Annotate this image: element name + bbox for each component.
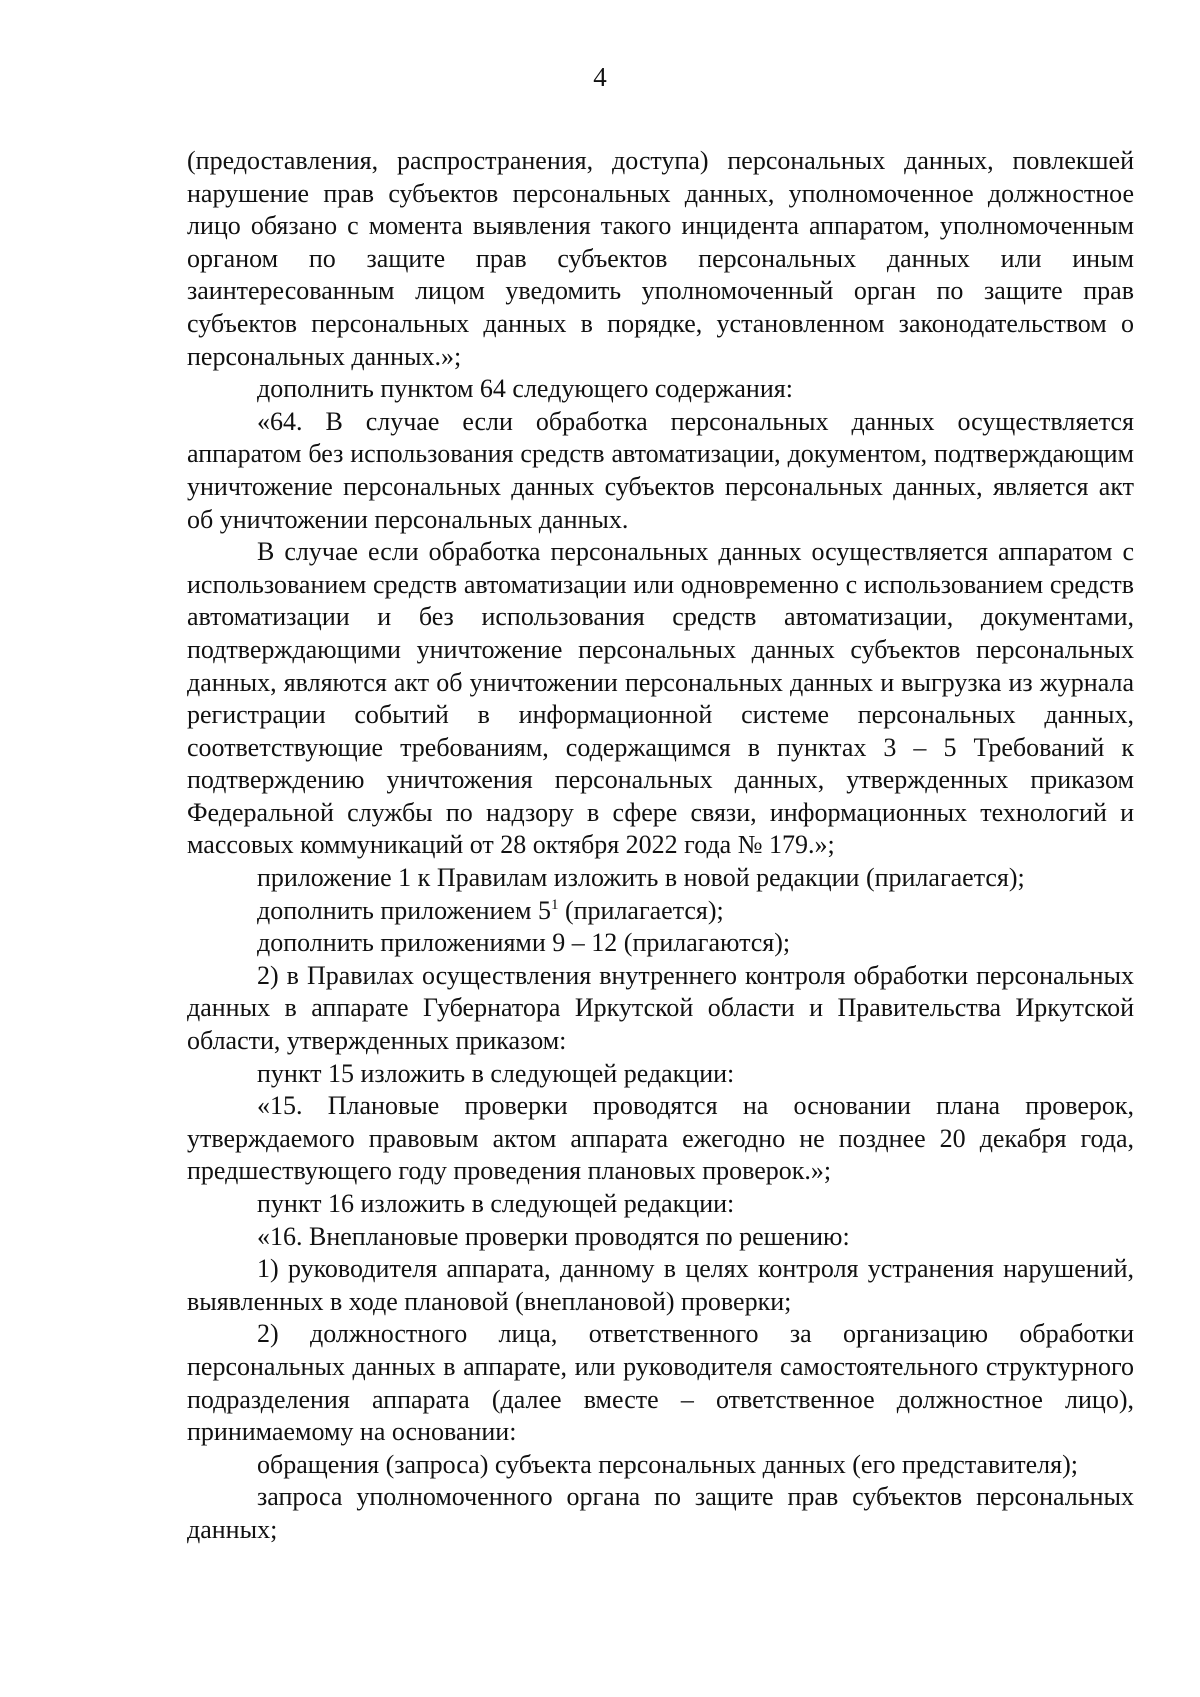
paragraph-continuation: (предоставления, распространения, доступа) персональных данных, повлекшей нарушение прав субъектов персональных данных, уполномоченное должностное лицо обязано с момента выявления такого инцидента аппаратом, уполномоченным органом по защите прав субъектов персональных данных или иным заинтересованным лицом уведомить уполномоченный орган по защите прав субъектов персональных данных в порядке, установленном законодательством о персональных данных.»; bbox=[187, 146, 1134, 371]
paragraph: «16. Внеплановые проверки проводятся по решению: bbox=[257, 1221, 850, 1251]
paragraph-with-superscript bbox=[187, 895, 1134, 928]
paragraph: 2) должностного лица, ответственного за организацию обработки персональных данных в аппарате, или руководителя самостоятельного структурного подразделения аппарата (далее вместе – ответственное должностное лицо), принимаемому на основании: bbox=[187, 1319, 1134, 1447]
paragraph-text: дополнить приложением 5 bbox=[257, 895, 551, 925]
paragraph: дополнить пунктом 64 следующего содержания: bbox=[257, 374, 793, 404]
paragraph-text: (прилагается); bbox=[558, 895, 724, 925]
page-number: 4 bbox=[593, 62, 607, 92]
paragraph: «15. Плановые проверки проводятся на основании плана проверок, утверждаемого правовым актом аппарата ежегодно не позднее 20 декабря года, предшествующего году проведения плановых проверок.»; bbox=[187, 1091, 1134, 1186]
paragraph: пункт 15 изложить в следующей редакции: bbox=[257, 1058, 735, 1088]
paragraph: запроса уполномоченного органа по защите прав субъектов персональных данных; bbox=[187, 1482, 1134, 1544]
paragraph: обращения (запроса) субъекта персональных данных (его представителя); bbox=[257, 1449, 1078, 1479]
paragraph: 2) в Правилах осуществления внутреннего контроля обработки персональных данных в аппарате Губернатора Иркутской области и Правительства Иркутской области, утвержденных приказом: bbox=[187, 960, 1134, 1056]
paragraph: 1) руководителя аппарата, данному в целях контроля устранения нарушений, выявленных в ходе плановой (внеплановой) проверки; bbox=[187, 1254, 1134, 1316]
paragraph: дополнить приложениями 9 – 12 (прилагаются); bbox=[257, 928, 791, 958]
document-body bbox=[187, 145, 1134, 1547]
paragraph: приложение 1 к Правилам изложить в новой редакции (прилагается); bbox=[257, 863, 1025, 893]
paragraph: «64. В случае если обработка персональных данных осуществляется аппаратом без использования средств автоматизации, документом, подтверждающим уничтожение персональных данных субъектов персональных данных, является акт об уничтожении персональных данных. bbox=[187, 406, 1134, 534]
paragraph: пункт 16 изложить в следующей редакции: bbox=[257, 1189, 735, 1218]
superscript: 1 bbox=[550, 896, 559, 913]
paragraph: В случае если обработка персональных данных осуществляется аппаратом с использованием средств автоматизации или одновременно с использованием средств автоматизации и без использования средств автоматизации, документами, подтверждающими уничтожение персональных данных субъектов персональных данных, являются акт об уничтожении персональных данных и выгрузка из журнала регистрации событий в информационной системе персональных данных, соответствующие требованиям, содержащимся в пунктах 3 – 5 Требований к подтверждению уничтожения персональных данных, утвержденных приказом Федеральной службы по надзору в сфере связи, информационных технологий и массовых коммуникаций от 28 октября 2022 года № 179.»; bbox=[187, 537, 1134, 860]
